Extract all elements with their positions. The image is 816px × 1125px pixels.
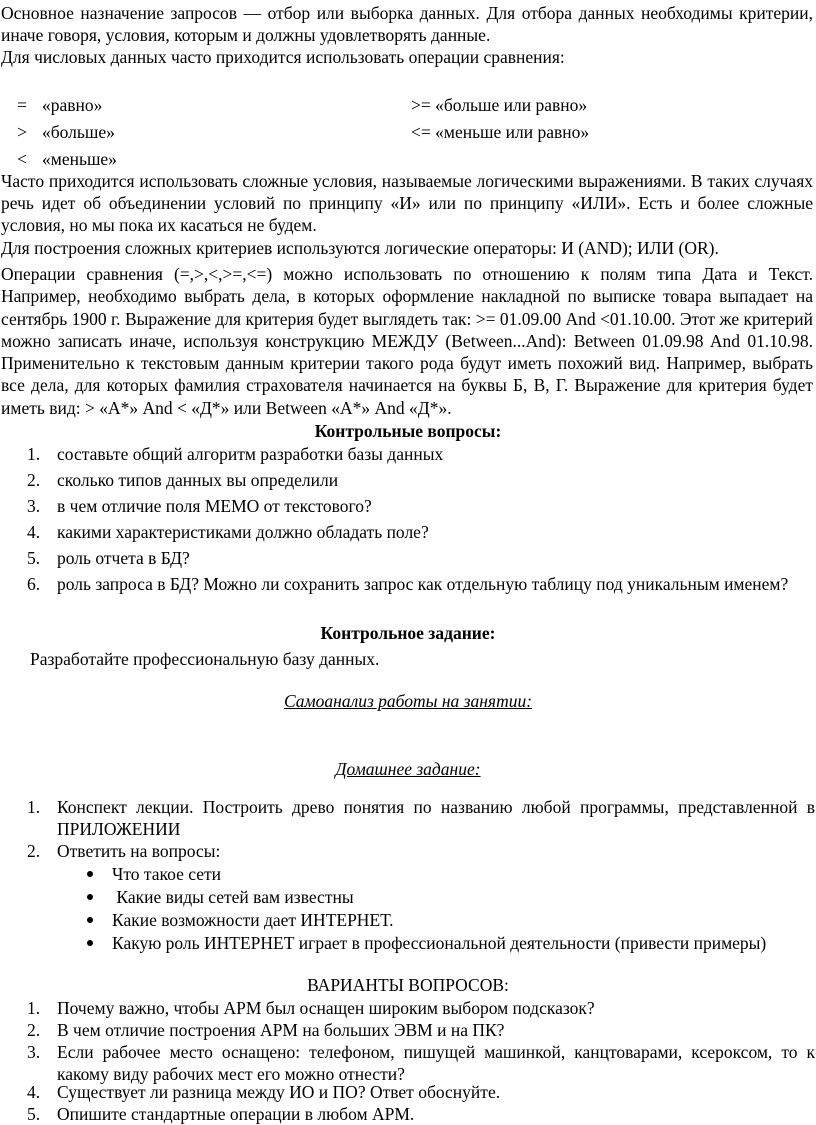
list-item-text: Ответить на вопросы: <box>57 841 221 861</box>
comparison-row <box>0 148 816 170</box>
bullet-icon <box>87 894 93 900</box>
list-item-text: Опишите стандартные операции в любом АРМ. <box>57 1104 415 1124</box>
bullet-icon <box>87 871 93 877</box>
comparison-symbol: = <box>17 95 27 115</box>
control-questions-heading: Контрольные вопросы: <box>314 421 502 441</box>
list-item-text: Почему важно, чтобы АРМ был оснащен широким выбором подсказок? <box>57 998 595 1018</box>
list-item-text: сколько типов данных вы определили <box>57 470 339 490</box>
comparison-label: «меньше» <box>42 149 117 169</box>
variants-heading: ВАРИАНТЫ ВОПРОСОВ: <box>307 975 509 995</box>
comparison-row <box>0 121 816 143</box>
homework-title: Домашнее задание: <box>335 759 481 779</box>
control-task-heading: Контрольное задание: <box>320 623 496 643</box>
list-item-text: в чем отличие поля МЕМО от текстового? <box>57 496 372 516</box>
complex-conditions-paragraph: Часто приходится использовать сложные условия, называемые логическими выражениями. В таких случаях речь идет об объединении условий по принципу «И» или по принципу «ИЛИ». Есть и более сложные условия, но мы пока их касаться не будем. <box>1 171 813 235</box>
list-item-number: 2. <box>27 1020 41 1040</box>
bullet-icon <box>87 917 93 923</box>
intro-comparison-lead: Для числовых данных часто приходится использовать операции сравнения: <box>1 47 565 67</box>
list-item-number: 5. <box>27 548 41 568</box>
self-analysis-heading <box>0 690 816 712</box>
logical-operators-paragraph: Для построения сложных критериев используются логические операторы: И (AND); ИЛИ (OR). <box>1 238 719 258</box>
comparison-examples-paragraph: Операции сравнения (=,>,<,>=,<=) можно использовать по отношению к полям типа Дата и Текст. Например, необходимо выбрать дела, в которых оформление накладной по выписке товара выпадает на сентябрь 1900 г. Выражение для критерия будет выглядеть так: >= 01.09.00 And <01.10.00. Этот же критерий можно записать иначе, используя конструкцию МЕЖДУ (Between...And): Between 01.09.98 And 01.10.98. Применительно к текстовым данным критерии такого рода будут иметь похожий вид. Например, выбрать все дела, для которых фамилия страхователя начинается на буквы Б, В, Г. Выражение для критерия будет иметь вид: > «А*» And < «Д*» или Between «А*» And «Д*». <box>1 264 813 418</box>
list-item-number: 2. <box>27 841 41 861</box>
list-item-text: В чем отличие построения АРМ на больших ЭВМ и на ПК? <box>57 1020 505 1040</box>
list-item-number: 1. <box>27 444 41 464</box>
list-item-text: Если рабочее место оснащено: телефоном, пишущей машинкой, канцтоварами, ксероксом, то к какому виду рабочих мест его можно отнести? <box>57 1042 815 1084</box>
control-task-text: Разработайте профессиональную базу данных. <box>30 649 380 669</box>
comparison-symbol: < <box>17 149 27 169</box>
list-item-text: Конспект лекции. Построить древо понятия по названию любой программы, представленной в ПРИЛОЖЕНИИ <box>57 797 815 839</box>
comparison-label: <= «меньше или равно» <box>411 122 590 142</box>
list-item-number: 4. <box>27 1082 41 1102</box>
comparison-symbol: > <box>17 122 27 142</box>
bullet-text: Какие возможности дает ИНТЕРНЕТ. <box>112 910 394 930</box>
list-item-number: 3. <box>27 496 41 516</box>
bullet-text: Какие виды сетей вам известны <box>112 887 354 907</box>
list-item-text: какими характеристиками должно обладать поле? <box>57 522 429 542</box>
homework-heading <box>0 758 816 780</box>
list-item-text: роль отчета в БД? <box>57 548 190 568</box>
list-item-number: 4. <box>27 522 41 542</box>
list-item-number: 1. <box>27 998 41 1018</box>
list-item-text: составьте общий алгоритм разработки базы данных <box>57 444 444 464</box>
bullet-icon <box>87 940 93 946</box>
comparison-row <box>0 94 816 116</box>
comparison-label: >= «больше или равно» <box>411 95 588 115</box>
intro-paragraph: Основное назначение запросов — отбор или выборка данных. Для отбора данных необходимы критерии, иначе говоря, условия, которым и должны удовлетворять данные. <box>1 3 813 45</box>
self-analysis-title: Самоанализ работы на занятии: <box>283 691 533 711</box>
comparison-label: «равно» <box>42 95 103 115</box>
list-item-number: 1. <box>27 797 41 817</box>
bullet-text: Какую роль ИНТЕРНЕТ играет в профессиональной деятельности (привести примеры) <box>112 933 767 953</box>
bullet-text: Что такое сети <box>112 864 222 884</box>
list-item-number: 6. <box>27 574 41 594</box>
list-item-number: 5. <box>27 1104 41 1124</box>
list-item-number: 3. <box>27 1042 41 1062</box>
list-item-text: Существует ли разница между ИО и ПО? Ответ обоснуйте. <box>57 1082 501 1102</box>
list-item-number: 2. <box>27 470 41 490</box>
list-item-text: роль запроса в БД? Можно ли сохранить запрос как отдельную таблицу под уникальным именем? <box>57 574 789 594</box>
comparison-label: «больше» <box>42 122 115 142</box>
